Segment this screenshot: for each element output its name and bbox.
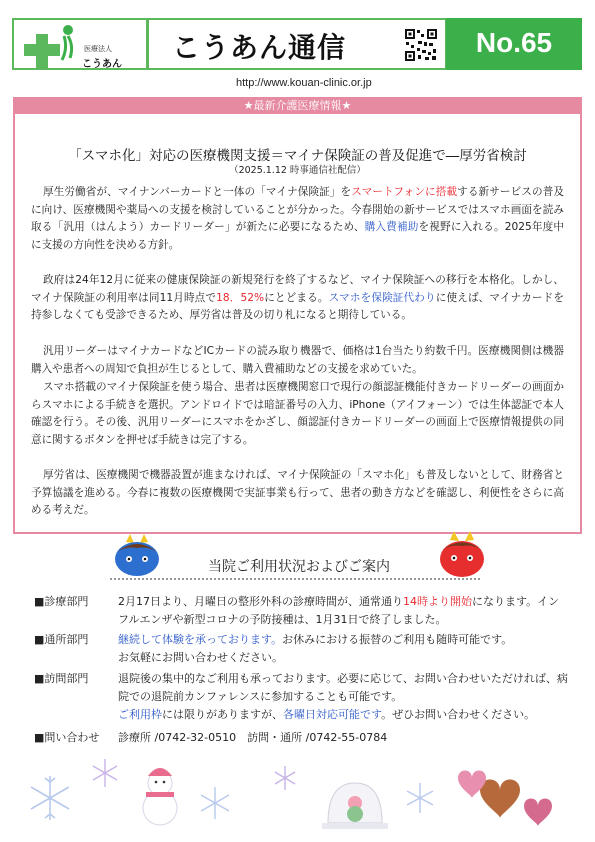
logo-org: 医療法人 [84, 45, 112, 53]
snowflake-icon [93, 759, 117, 787]
snowman-icon [143, 768, 177, 825]
snow-dome-icon [322, 783, 388, 829]
oni-mascot-red-icon [436, 530, 488, 578]
article-paragraph-4: スマホ搭載のマイナ保険証を使う場合、患者は医療機関窓口で現行の顔認証機能付きカードリーダーの画面からスマホによる手続きを選択。アンドロイドでは暗証番号の入力、iPhone（アイフォーン）では生体認証で本人確認を行う。その後、汎用リーダーにスマホをかざし、顔認証付きカードリーダーの画面上で医療情報提供の同意に関するボタンを押せば手続きは完了する。 [31, 381, 564, 446]
qr-code-icon[interactable] [404, 28, 438, 62]
article-paragraph-5: 厚労省は、医療機関で機器設置が進まなければ、マイナ保険証の「スマホ化」も普及しないとして、財務省と予算協議を進める。今春に複数の医療機関で実証事業も行って、患者の動き方などを確認し、利便性をさらに高める考えだ。 [31, 469, 564, 517]
daycare-label: ■通所部門 [34, 633, 89, 646]
logo-name: こうあん [82, 59, 122, 70]
heart-icon [458, 771, 552, 827]
daycare-text: 継続して体験を承っております。お休みにおける振替のご利用も随時可能です。 お気軽にお問い合わせください。 [118, 633, 513, 664]
section-label: ★最新介護医療情報★ [13, 97, 582, 114]
article-headline: 「スマホ化」対応の医療機関支援＝マイナ保険証の普及促進で―厚労省検討 [68, 148, 527, 164]
snowflake-icon [275, 766, 295, 790]
snowflake-icon [31, 776, 69, 820]
clinic-label: ■診療部門 [34, 595, 89, 608]
winter-decoration [10, 748, 585, 838]
newsletter-title: こうあん通信 [172, 31, 347, 64]
article-paragraph-3: 汎用リーダーはマイナカードなどICカードの読み取り機器で、価格は1台当たり約数千円。医療機関側は機器購入や患者への周知で負担が生じるとして、購入費補助などの支援を求めていた。 [31, 345, 564, 375]
visit-text: 退院後の集中的なご利用も承っております。必要に応じて、お問い合わせいただければ、病院での退院前カンファレンスに参加することも可能です。 ご利用枠には限りがありますが、各曜日対応可能です。ぜひお問い合わせください。 [118, 672, 568, 721]
article-paragraph-1: 厚生労働省が、マイナンバーカードと一体の「マイナ保険証」をスマートフォンに搭載する新サービスの普及に向け、医療機関や薬局への支援を検討していることが分かった。今春開始の新サービスではスマホ画面を読み取る「汎用（はんよう）カードリーダー」が新たに必要になるため、購入費補助を視野に入れる。2025年度中に支援の方向性を決める方針。 [31, 186, 565, 251]
oni-mascot-icon [110, 534, 162, 578]
guide-title: 当院ご利用状況およびご案内 [208, 559, 390, 575]
contact-text: 診療所 /0742-32-0510 訪問・通所 /0742-55-0784 [118, 731, 388, 744]
website-url[interactable]: http://www.kouan-clinic.or.jp [236, 77, 372, 89]
issue-number: No.65 [475, 27, 553, 58]
article-paragraph-2: 政府は24年12月に従来の健康保険証の新規発行を終了するなど、マイナ保険証への移行を本格化。しかし、マイナ保険証の利用率は同11月時点で18．52%にとどまる。スマホを保険証代わりに使えば、マイナカードを持参しなくても受診できるため、厚労省は普及の切り札になると期待している。 [31, 274, 564, 322]
clinic-text: 2月17日より、月曜日の整形外科の診療時間が、通常通り14時より開始になります。インフルエンザや新型コロナの予防接種は、1月31日で終了しました。 [118, 595, 560, 626]
contact-label: ■問い合わせ [34, 731, 100, 744]
snowflake-icon [201, 787, 229, 819]
visit-label: ■訪問部門 [34, 672, 89, 685]
snowflake-icon [407, 783, 433, 813]
guide-divider [110, 578, 480, 580]
article-source: （2025.1.12 時事通信社配信） [229, 165, 366, 176]
